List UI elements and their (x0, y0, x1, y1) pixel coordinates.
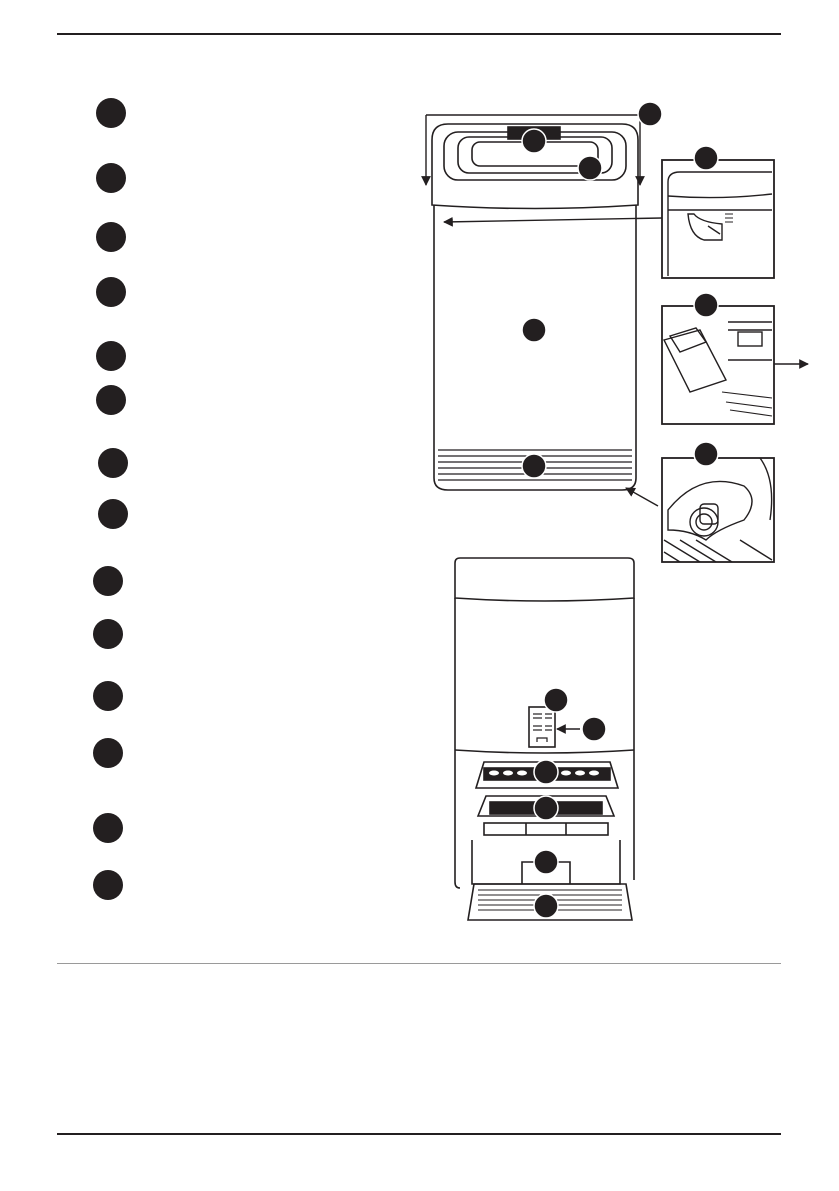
callout-marker (694, 442, 718, 466)
rating-label-lines (533, 714, 552, 742)
unit-body (434, 205, 636, 490)
callout-marker (534, 760, 558, 784)
callout-marker (534, 850, 558, 874)
callout-marker (694, 293, 718, 317)
callout-marker (522, 318, 546, 342)
bottom-rule (57, 1133, 781, 1135)
wheel-arrow (626, 488, 658, 506)
rating-label (529, 707, 555, 747)
detail-inset-wheel (662, 458, 774, 562)
unit-front-view (432, 124, 638, 490)
callout-marker (534, 894, 558, 918)
callout-marker (578, 156, 602, 180)
lid-lower (455, 558, 634, 601)
callout-marker (582, 717, 606, 741)
callout-marker (638, 102, 662, 126)
body-lower (455, 598, 634, 888)
callout-marker (694, 146, 718, 170)
divider-rule (57, 963, 781, 964)
detail-inset-handle (662, 160, 774, 278)
detail-inset-cartridge (662, 306, 774, 424)
callout-marker (522, 454, 546, 478)
callout-marker (534, 796, 558, 820)
callout-marker (522, 129, 546, 153)
callout-marker (544, 688, 568, 712)
